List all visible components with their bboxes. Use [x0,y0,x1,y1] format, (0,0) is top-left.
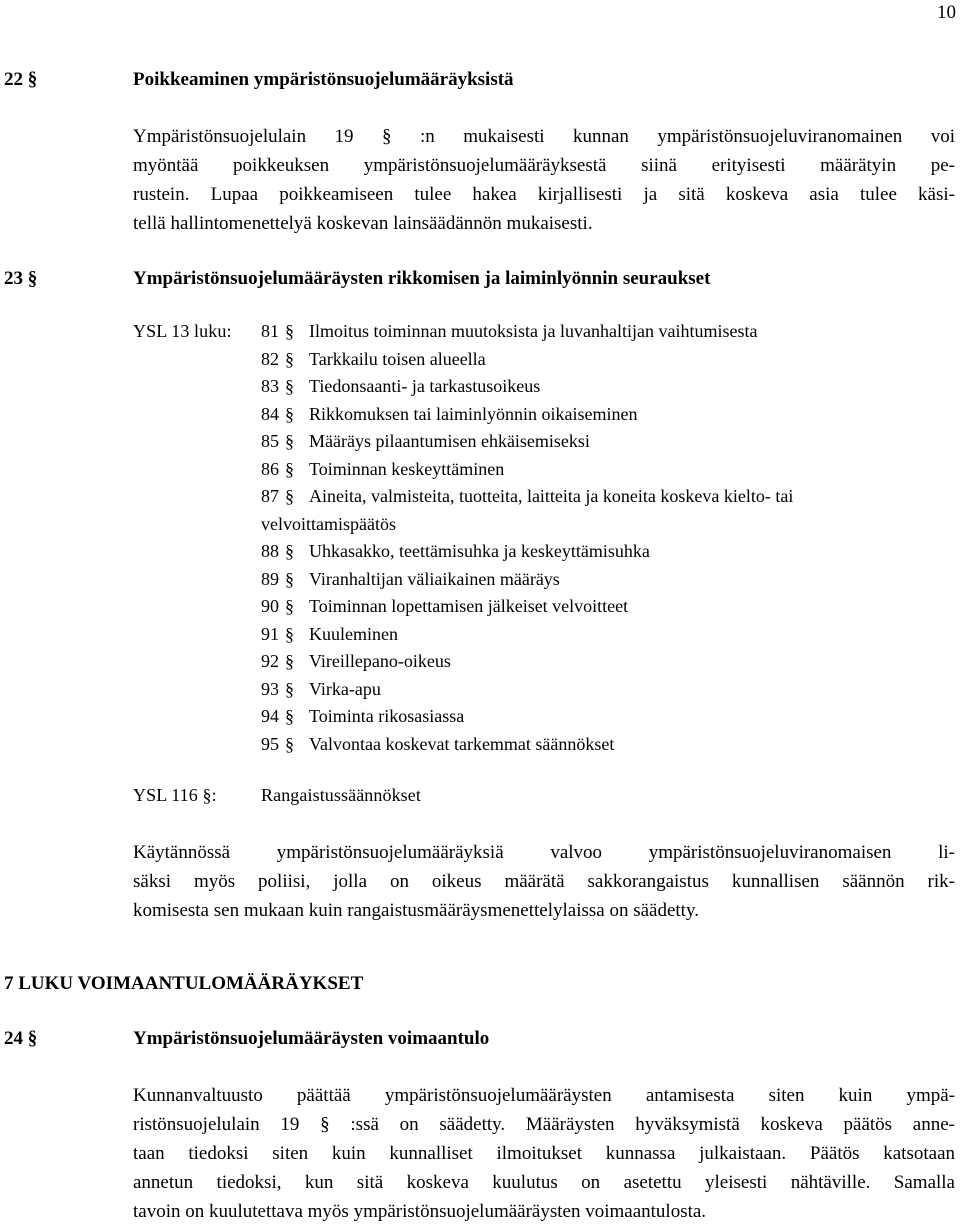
paragraph-line: ristönsuojelulain 19 § :ssä on säädetty. Määräysten hyväksymistä koskeva päätös anne- [133,1114,955,1135]
paragraph-line: rustein. Lupaa poikkeamiseen tulee hakea kirjallisesti ja sitä koskeva asia tulee käsi- [133,184,955,205]
ysl-13-item [261,541,650,562]
paragraph-line: myöntää poikkeuksen ympäristönsuojelumääräyksestä siinä erityisesti määrätyin pe- [133,155,955,176]
section-22-title: Poikkeaminen ympäristönsuojelumääräyksistä [133,69,514,90]
item-number: 92 [261,651,279,671]
section-symbol: § [285,623,294,644]
section-symbol: § [27,267,38,290]
ysl-13-item [261,431,590,452]
ysl-13-item [261,486,793,507]
item-number: 87 [261,486,279,506]
ysl-13-item [261,624,398,645]
section-symbol: § [285,706,294,726]
section-23-title: Ympäristönsuojelumääräysten rikkomisen ja laiminlyönnin seuraukset [133,268,711,289]
paragraph-line: komisesta sen mukaan kuin rangaistusmääräysmenettelylaissa on säädetty. [133,900,699,921]
item-text: Määräys pilaantumisen ehkäisemiseksi [309,431,590,451]
item-text: Viranhaltijan väliaikainen määräys [309,568,560,589]
ysl-13-item [261,734,614,755]
section-symbol: § [285,541,294,561]
item-number: 86 [261,458,279,479]
item-text: Toiminnan keskeyttäminen [309,458,505,479]
item-number: 82 [261,348,279,369]
item-text: Valvontaa koskevat tarkemmat säännökset [309,733,615,754]
ysl-116-text: Rangaistussäännökset [261,785,421,805]
ysl-13-item [261,404,637,425]
section-symbol: § [285,431,294,451]
item-number: 83 [261,376,279,396]
section-22-number: 22 [4,69,23,90]
paragraph-line: Kunnanvaltuusto päättää ympäristönsuojelumääräysten antamisesta siten kuin ympä- [133,1085,955,1106]
item-number: 91 [261,623,279,644]
ysl-13-item [261,706,464,727]
item-number: 93 [261,678,279,699]
item-number: 88 [261,541,279,561]
item-text: Tiedonsaanti- ja tarkastusoikeus [309,376,541,396]
item-text: Uhkasakko, teettämisuhka ja keskeyttämisuhka [309,541,650,561]
item-text: Aineita, valmisteita, tuotteita, laitteita ja koneita koskeva kielto- tai [309,486,794,506]
item-text: Virka-apu [309,678,381,699]
paragraph-line: säksi myös poliisi, jolla on oikeus määrätä sakkorangaistus kunnallisen säännön rik- [133,871,955,892]
ysl-13-item [261,651,451,672]
section-24-heading [4,1028,37,1050]
section-symbol: § [285,486,294,506]
item-text: Toiminta rikosasiassa [309,706,465,726]
section-symbol: § [285,733,294,754]
paragraph-line: annetun tiedoksi, kun sitä koskeva kuulutus on asetettu yleisesti nähtäville. Samalla [133,1172,955,1193]
section-symbol: § [285,568,294,589]
section-symbol: § [27,1027,38,1050]
ysl-13-item-continuation: velvoittamispäätös [261,513,396,534]
paragraph-line: Ympäristönsuojelulain 19 § :n mukaisesti kunnan ympäristönsuojeluviranomainen voi [133,126,955,147]
item-number: 95 [261,733,279,754]
section-22-paragraph [133,122,955,238]
item-number: 89 [261,568,279,589]
section-symbol: § [285,458,294,479]
section-symbol: § [285,651,294,671]
paragraph-line: taan tiedoksi siten kuin kunnalliset ilmoitukset kunnassa julkaistaan. Päätös katsotaan [133,1143,955,1164]
section-22-heading [4,69,37,91]
section-23-paragraph [133,838,955,925]
paragraph-line: tellä hallintomenettelyä koskevan lainsäädännön mukaisesti. [133,213,593,234]
section-symbol: § [285,403,294,424]
section-symbol: § [285,376,294,396]
item-number: 94 [261,706,279,726]
item-number: 90 [261,596,279,616]
section-symbol: § [285,678,294,699]
ysl-13-item [261,569,560,590]
item-number: 85 [261,431,279,451]
section-24-paragraph [133,1081,955,1226]
paragraph-line: tavoin on kuulutettava myös ympäristönsuojelumääräysten voimaantulosta. [133,1201,707,1222]
section-24-title: Ympäristönsuojelumääräysten voimaantulo [133,1028,490,1049]
item-text: Kuuleminen [309,623,398,644]
section-symbol: § [285,321,294,341]
ysl-13-item [261,376,540,397]
ysl-13-item [261,679,381,700]
item-text: Ilmoitus toiminnan muutoksista ja luvanhaltijan vaihtumisesta [309,321,758,341]
item-text: Tarkkailu toisen alueella [309,348,486,369]
ysl-13-item [261,321,757,342]
item-number: 84 [261,403,279,424]
chapter-7-title: 7 LUKU VOIMAANTULOMÄÄRÄYKSET [4,973,364,994]
section-24-number: 24 [4,1028,23,1049]
ysl-13-item [261,349,486,370]
ysl-13-item [261,459,504,480]
item-text: Vireillepano-oikeus [309,651,451,671]
item-text: Rikkomuksen tai laiminlyönnin oikaiseminen [309,403,638,424]
paragraph-line: Käytännössä ympäristönsuojelumääräyksiä valvoo ympäristönsuojeluviranomaisen li- [133,842,955,863]
item-text: Toiminnan lopettamisen jälkeiset velvoitteet [309,596,629,616]
ysl-13-item [261,596,628,617]
section-23-number: 23 [4,268,23,289]
section-23-heading [4,268,37,290]
ysl-13-label: YSL 13 luku: [133,321,232,341]
section-symbol: § [285,596,294,616]
item-number: 81 [261,321,279,341]
page-number: 10 [937,2,956,23]
ysl-116-label: YSL 116 §: [133,785,217,805]
section-symbol: § [285,348,294,369]
section-symbol: § [27,68,38,91]
